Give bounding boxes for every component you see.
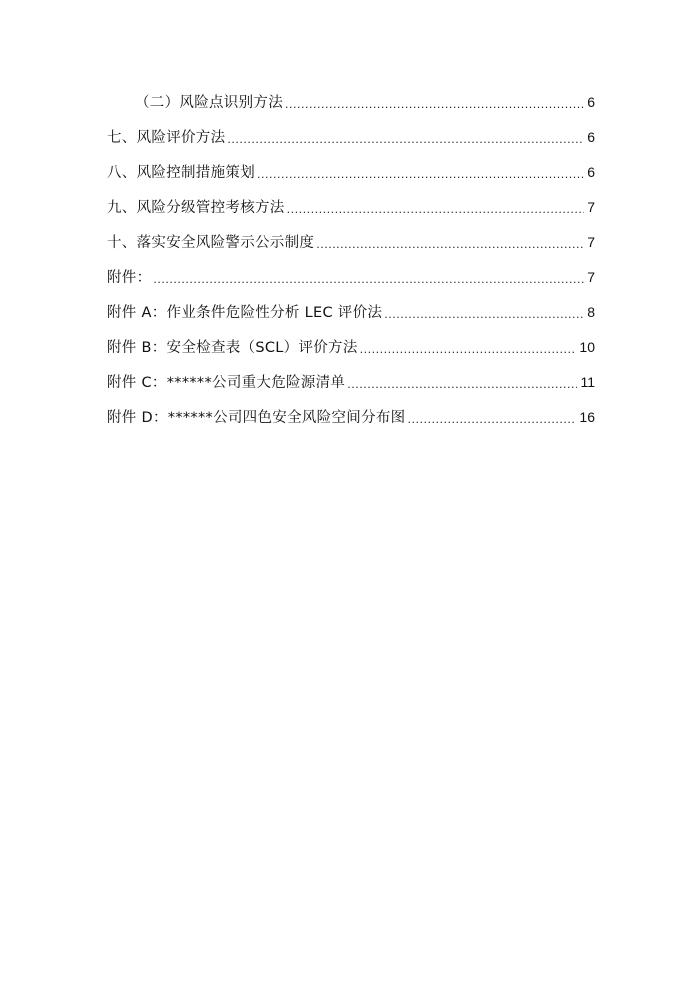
toc-dot-leader	[285, 95, 584, 115]
toc-dot-leader	[347, 375, 577, 395]
toc-entry-page: 16	[579, 409, 595, 425]
toc-entry-title: 附件 A：作业条件危险性分析 LEC 评价法	[107, 305, 383, 321]
toc-entry-page: 11	[580, 374, 595, 390]
toc-entry-title: 八、风险控制措施策划	[107, 165, 255, 181]
toc-entry[interactable]	[107, 162, 595, 182]
toc-entry-page: 6	[587, 164, 595, 180]
toc-entry-page: 7	[587, 269, 595, 285]
toc-entry[interactable]	[107, 302, 595, 322]
toc-dot-leader	[287, 200, 584, 220]
toc-entry-page: 8	[587, 304, 595, 320]
toc-entry[interactable]	[107, 337, 595, 357]
toc-entry-title: 附件 C：******公司重大危险源清单	[107, 375, 346, 391]
toc-dot-leader	[316, 235, 584, 255]
toc-entry-title: 十、落实安全风险警示公示制度	[107, 235, 315, 251]
toc-entry[interactable]	[107, 407, 595, 427]
toc-dot-leader	[153, 270, 584, 290]
toc-entry-title: 附件：	[107, 270, 152, 286]
toc-dot-leader	[227, 130, 584, 150]
toc-dot-leader	[257, 165, 584, 185]
toc-entry[interactable]	[107, 267, 595, 287]
toc-entry[interactable]	[107, 127, 595, 147]
toc-entry-page: 6	[587, 129, 595, 145]
toc-entry-page: 10	[579, 339, 595, 355]
toc-entry-title: 附件 D：******公司四色安全风险空间分布图	[107, 410, 406, 426]
toc-entry-page: 6	[587, 94, 595, 110]
toc-dot-leader	[384, 305, 584, 325]
toc-dot-leader	[407, 410, 576, 430]
toc-entry[interactable]	[107, 372, 595, 392]
toc-entry-page: 7	[587, 199, 595, 215]
table-of-contents	[107, 92, 595, 427]
toc-dot-leader	[360, 340, 577, 360]
toc-entry-title: 附件 B：安全检查表（SCL）评价方法	[107, 340, 358, 356]
toc-entry-title: 九、风险分级管控考核方法	[107, 200, 285, 216]
toc-entry-title: （二）风险点识别方法	[135, 95, 283, 111]
toc-entry[interactable]	[107, 92, 595, 112]
toc-entry[interactable]	[107, 232, 595, 252]
toc-entry-title: 七、风险评价方法	[107, 130, 226, 146]
toc-entry-page: 7	[587, 234, 595, 250]
toc-entry[interactable]	[107, 197, 595, 217]
